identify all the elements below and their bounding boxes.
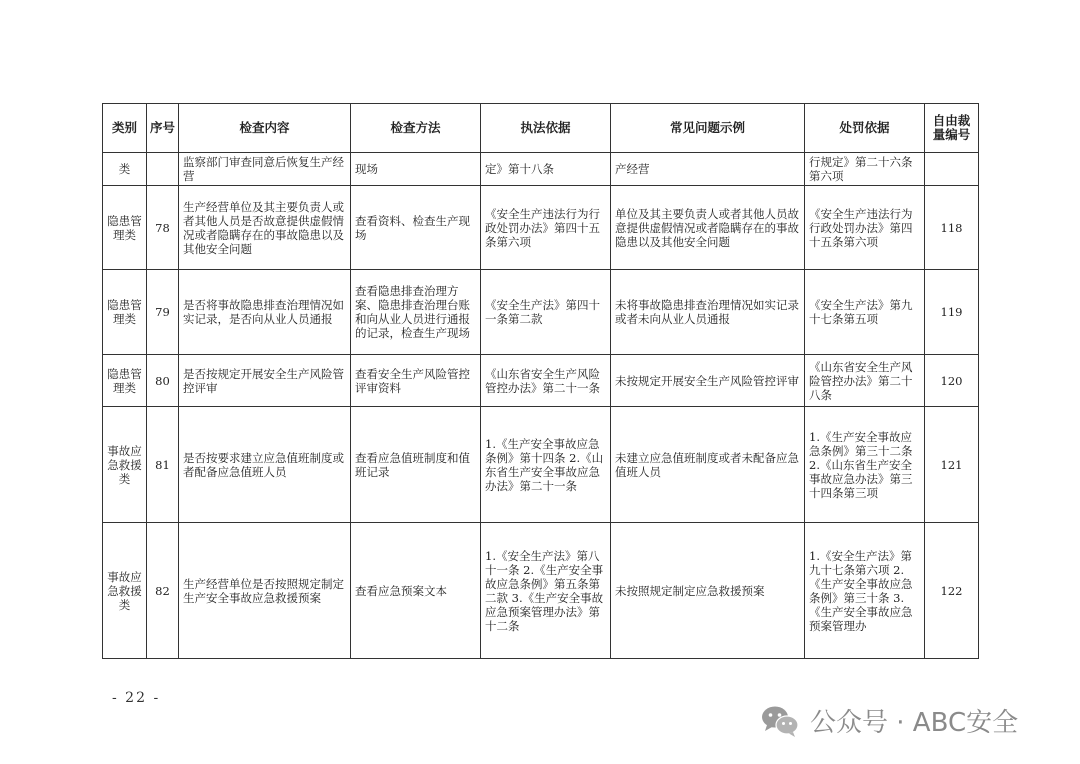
cell-method: 查看资料、检查生产现场: [351, 186, 481, 270]
header-basis: 执法依据: [481, 104, 611, 153]
cell-content: 监察部门审查同意后恢复生产经营: [179, 153, 351, 186]
cell-penalty: 《山东省安全生产风险管控办法》第二十八条: [805, 355, 925, 407]
cell-category: 隐患管理类: [103, 355, 147, 407]
table-row: [103, 270, 979, 355]
header-problem: 常见问题示例: [611, 104, 805, 153]
cell-seq: [147, 153, 179, 186]
cell-seq: 82: [147, 523, 179, 659]
cell-code: 122: [925, 523, 979, 659]
cell-penalty: 行规定》第二十六条第六项: [805, 153, 925, 186]
cell-method: 查看隐患排查治理方案、隐患排查治理台账和向从业人员进行通报的记录，检查生产现场: [351, 270, 481, 355]
cell-method: 查看安全生产风险管控评审资料: [351, 355, 481, 407]
table-header-row: [103, 104, 979, 153]
cell-problem: 未将事故隐患排查治理情况如实记录或者未向从业人员通报: [611, 270, 805, 355]
header-category: 类别: [103, 104, 147, 153]
table-row: [103, 153, 979, 186]
cell-penalty: 《安全生产违法行为行政处罚办法》第四十五条第六项: [805, 186, 925, 270]
table-row: [103, 523, 979, 659]
cell-code: 118: [925, 186, 979, 270]
header-code: 自由裁量编号: [925, 104, 979, 153]
cell-code: 119: [925, 270, 979, 355]
cell-seq: 80: [147, 355, 179, 407]
table-row: [103, 407, 979, 523]
wechat-icon: [760, 704, 800, 738]
watermark-text: 公众号 · ABC安全: [810, 708, 1019, 738]
table-row: [103, 186, 979, 270]
cell-problem: 产经营: [611, 153, 805, 186]
cell-penalty: 1.《生产安全事故应急条例》第三十二条 2.《山东省生产安全事故应急办法》第三十四条第三项: [805, 407, 925, 523]
cell-content: 是否按要求建立应急值班制度或者配备应急值班人员: [179, 407, 351, 523]
cell-content: 是否按规定开展安全生产风险管控评审: [179, 355, 351, 407]
header-content: 检查内容: [179, 104, 351, 153]
cell-content: 生产经营单位及其主要负责人或者其他人员是否故意提供虚假情况或者隐瞒存在的事故隐患以及其他安全问题: [179, 186, 351, 270]
cell-content: 生产经营单位是否按照规定制定生产安全事故应急救援预案: [179, 523, 351, 659]
cell-code: [925, 153, 979, 186]
cell-problem: 单位及其主要负责人或者其他人员故意提供虚假情况或者隐瞒存在的事故隐患以及其他安全问题: [611, 186, 805, 270]
cell-problem: 未建立应急值班制度或者未配备应急值班人员: [611, 407, 805, 523]
cell-penalty: 《安全生产法》第九十七条第五项: [805, 270, 925, 355]
cell-seq: 81: [147, 407, 179, 523]
watermark: [760, 702, 1018, 739]
cell-basis: 《安全生产违法行为行政处罚办法》第四十五条第六项: [481, 186, 611, 270]
cell-basis: 《安全生产法》第四十一条第二款: [481, 270, 611, 355]
inspection-table: [102, 103, 979, 659]
page-number: - 22 -: [112, 690, 161, 706]
table-row: [103, 355, 979, 407]
cell-content: 是否将事故隐患排查治理情况如实记录，是否向从业人员通报: [179, 270, 351, 355]
cell-method: 现场: [351, 153, 481, 186]
cell-method: 查看应急值班制度和值班记录: [351, 407, 481, 523]
cell-problem: 未按规定开展安全生产风险管控评审: [611, 355, 805, 407]
header-penalty: 处罚依据: [805, 104, 925, 153]
cell-method: 查看应急预案文本: [351, 523, 481, 659]
cell-basis: 1.《安全生产法》第八十一条 2.《生产安全事故应急条例》第五条第二款 3.《生产安全事故应急预案管理办法》第十二条: [481, 523, 611, 659]
header-seq: 序号: [147, 104, 179, 153]
cell-category: 事故应急救援类: [103, 523, 147, 659]
cell-category: 类: [103, 153, 147, 186]
cell-code: 121: [925, 407, 979, 523]
cell-basis: 《山东省安全生产风险管控办法》第二十一条: [481, 355, 611, 407]
cell-seq: 79: [147, 270, 179, 355]
cell-seq: 78: [147, 186, 179, 270]
cell-code: 120: [925, 355, 979, 407]
cell-problem: 未按照规定制定应急救援预案: [611, 523, 805, 659]
cell-penalty: 1.《安全生产法》第九十七条第六项 2.《生产安全事故应急条例》第三十条 3.《生产安全事故应急预案管理办: [805, 523, 925, 659]
cell-category: 隐患管理类: [103, 270, 147, 355]
cell-basis: 1.《生产安全事故应急条例》第十四条 2.《山东省生产安全事故应急办法》第二十一条: [481, 407, 611, 523]
cell-category: 隐患管理类: [103, 186, 147, 270]
header-method: 检查方法: [351, 104, 481, 153]
cell-basis: 定》第十八条: [481, 153, 611, 186]
cell-category: 事故应急救援类: [103, 407, 147, 523]
